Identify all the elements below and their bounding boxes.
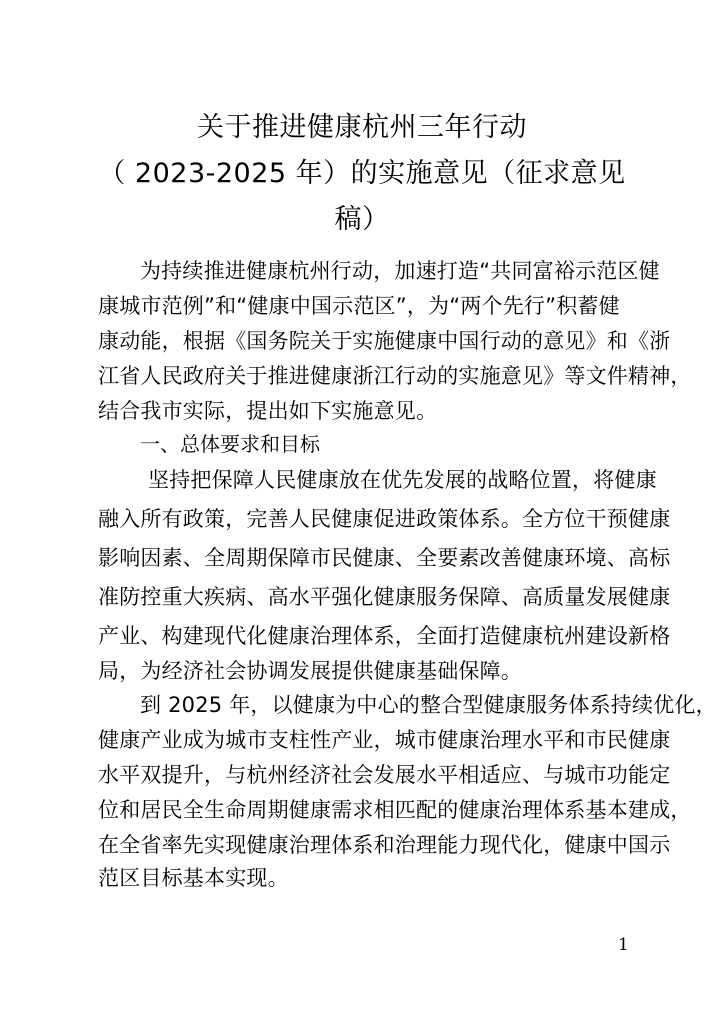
paragraph-1-line-1: 为持续推进健康杭州行动，加速打造“共同富裕示范区健 bbox=[140, 259, 660, 283]
paragraph-1-line-2: 康城市范例”和“健康中国示范区”，为“两个先行”积蓄健 bbox=[98, 294, 620, 318]
paragraph-2-line-4: 准防控重大疾病、高水平强化健康服务保障、高质量发展健康 bbox=[98, 585, 671, 609]
paragraph-3-line-5: 在全省率先实现健康治理体系和治理能力现代化，健康中国示 bbox=[98, 833, 671, 857]
page-number: 1 bbox=[618, 935, 629, 955]
section-heading: 一、总体要求和目标 bbox=[140, 432, 320, 456]
paragraph-3-line-4: 位和居民全生命周期健康需求相匹配的健康治理体系基本建成， bbox=[98, 798, 692, 822]
paragraph-3-line-6: 范区目标基本实现。 bbox=[98, 866, 289, 890]
paragraph-2-line-6: 局，为经济社会协调发展提供健康基础保障。 bbox=[98, 659, 522, 683]
document-title-line-2: （ 2023-2025 年）的实施意见（征求意见 bbox=[98, 158, 626, 189]
paragraph-3-line-1: 到 2025 年，以健康为中心的整合型健康服务体系持续优化， bbox=[140, 693, 717, 717]
paragraph-2-line-2: 融入所有政策，完善人民健康促进政策体系。全方位干预健康 bbox=[98, 507, 671, 531]
paragraph-3-line-3: 水平双提升，与杭州经济社会发展水平相适应、与城市功能定 bbox=[98, 763, 671, 787]
paragraph-2-line-3: 影响因素、全周期保障市民健康、全要素改善健康环境、高标 bbox=[98, 546, 671, 570]
document-title-line-1: 关于推进健康杭州三年行动 bbox=[197, 112, 527, 143]
paragraph-1-line-5: 结合我市实际，提出如下实施意见。 bbox=[98, 399, 438, 423]
paragraph-2-line-5: 产业、构建现代化健康治理体系，全面打造健康杭州建设新格 bbox=[98, 624, 671, 648]
paragraph-1-line-4: 江省人民政府关于推进健康浙江行动的实施意见》等文件精神， bbox=[98, 364, 692, 388]
document-title-line-3: 稿） bbox=[334, 204, 390, 235]
paragraph-3-line-2: 健康产业成为城市支柱性产业，城市健康治理水平和市民健康 bbox=[98, 728, 671, 752]
paragraph-2-line-1: 坚持把保障人民健康放在优先发展的战略位置，将健康 bbox=[148, 468, 657, 492]
paragraph-1-line-3: 康动能，根据《国务院关于实施健康中国行动的意见》和《浙 bbox=[98, 329, 671, 353]
